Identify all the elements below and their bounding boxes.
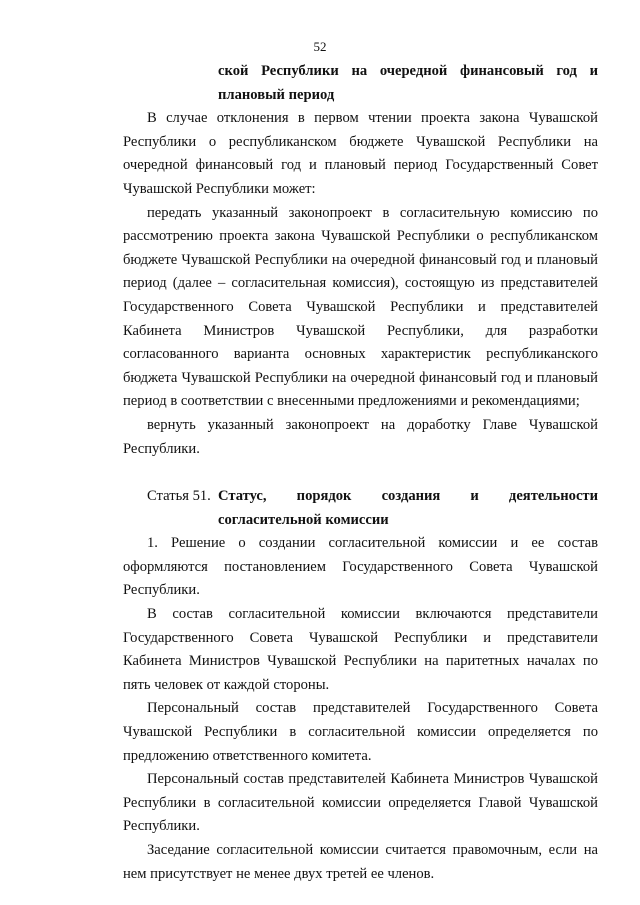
paragraph: Персональный состав представителей Кабинета Министров Чувашской Республики в согласительной комиссии определяется Главой Чувашской Республики.	[123, 771, 598, 835]
paragraph: вернуть указанный законопроект на доработку Главе Чувашской Республики.	[123, 416, 598, 457]
heading-continuation: ской Республики на очередной финансовый год и плановый период	[218, 63, 598, 103]
paragraph: Заседание согласительной комиссии считается правомочным, если на нем присутствует не менее двух третей ее членов.	[123, 842, 598, 882]
paragraph: 1. Решение о создании согласительной комиссии и ее состав оформляются постановлением Государственного Совета Чувашской Республики.	[123, 535, 598, 599]
paragraph: В состав согласительной комиссии включаются представители Государственного Совета Чувашской Республики и представители Кабинета Министров Чувашской Республики на паритетных началах по пять человек от каждой стороны.	[123, 606, 598, 693]
paragraph: передать указанный законопроект в согласительную комиссию по рассмотрению проекта закона Чувашской Республики о республиканском бюджете Чувашской Республики на очередной финансовый год и плановый период (далее – согласительная комиссия), состоящую из представителей Государственного Совета Чувашской Республики и представителей Кабинета Министров Чувашской Республики, для разработки согласованного варианта основных характеристик республиканского бюджета Чувашской Республики на очередной финансовый год и плановый период в соответствии с внесенными предложениями и рекомендациями;	[123, 204, 598, 410]
article-number: Статья 51.	[147, 488, 211, 505]
article-title: Статус, порядок создания и деятельности согласительной комиссии	[218, 488, 598, 528]
paragraph: Персональный состав представителей Государственного Совета Чувашской Республики в согласительной комиссии определяется по предложению ответственного комитета.	[123, 700, 598, 764]
page-number: 52	[313, 39, 327, 54]
article-heading	[123, 485, 598, 532]
document-body	[123, 60, 598, 886]
paragraph: В случае отклонения в первом чтении проекта закона Чувашской Республики о республиканском бюджете Чувашской Республики на очередной финансовый год и плановый период Государственный Совет Чувашской Республики может:	[123, 110, 598, 197]
